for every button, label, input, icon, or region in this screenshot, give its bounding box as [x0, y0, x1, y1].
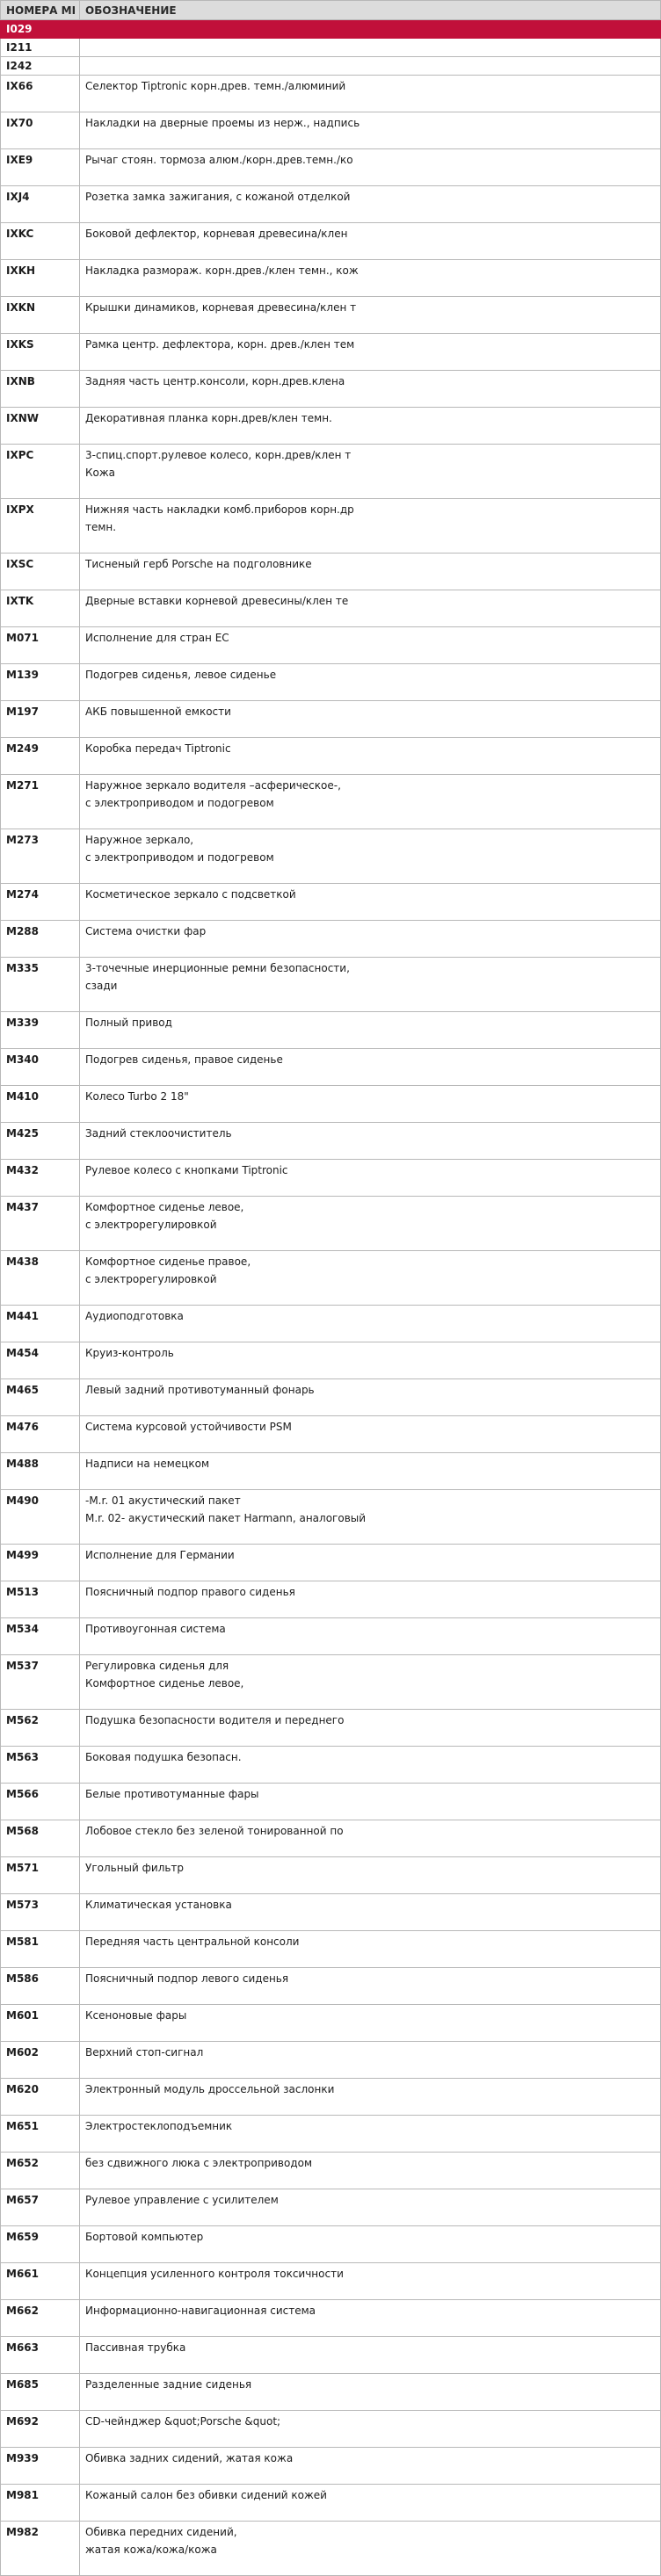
- option-code: M499: [1, 1545, 80, 1581]
- option-code: M662: [1, 2300, 80, 2337]
- option-description-line: Электронный модуль дроссельной заслонки: [85, 2083, 335, 2095]
- option-description: [80, 57, 661, 76]
- option-description: [80, 445, 661, 499]
- option-code: M197: [1, 701, 80, 738]
- table-row[interactable]: [1, 76, 661, 112]
- option-description: [80, 829, 661, 884]
- option-description-line: -M.r. 01 акустический пакет: [85, 1494, 241, 1507]
- option-description: [80, 590, 661, 627]
- option-description: [80, 1160, 661, 1197]
- option-description-line: Косметическое зеркало с подсветкой: [85, 888, 296, 901]
- option-code: M534: [1, 1618, 80, 1655]
- option-description: [80, 1747, 661, 1784]
- option-description: [80, 2042, 661, 2079]
- option-description: [80, 1086, 661, 1123]
- option-description-line: жатая кожа/кожа/кожа: [85, 2543, 217, 2556]
- option-description: [80, 371, 661, 408]
- option-description-line: Рычаг стоян. тормоза алюм./корн.древ.темн./ко: [85, 154, 353, 166]
- option-description-line: Комфортное сиденье левое,: [85, 1677, 244, 1690]
- table-row[interactable]: [1, 1342, 661, 1379]
- option-code: M425: [1, 1123, 80, 1160]
- option-description: [80, 186, 661, 223]
- option-description: [80, 701, 661, 738]
- table-row[interactable]: [1, 1251, 661, 1306]
- option-code: M581: [1, 1931, 80, 1968]
- option-code: M571: [1, 1857, 80, 1894]
- column-header-description: ОБОЗНАЧЕНИЕ: [80, 1, 661, 20]
- option-description-line: Рулевое управление с усилителем: [85, 2194, 279, 2206]
- table-row[interactable]: [1, 1618, 661, 1655]
- option-description: [80, 1123, 661, 1160]
- option-description-line: Подогрев сиденья, правое сиденье: [85, 1053, 283, 1066]
- option-description: [80, 2116, 661, 2153]
- table-row[interactable]: [1, 2116, 661, 2153]
- option-description: [80, 20, 661, 39]
- option-code: M566: [1, 1784, 80, 1820]
- option-description: [80, 627, 661, 664]
- option-description-line: Электростеклоподъемник: [85, 2120, 233, 2132]
- option-description-line: Ксеноновые фары: [85, 2009, 187, 2022]
- option-description: [80, 112, 661, 149]
- option-code: I242: [1, 57, 80, 76]
- table-row[interactable]: [1, 1820, 661, 1857]
- option-description: [80, 76, 661, 112]
- option-description: [80, 2411, 661, 2448]
- option-description: [80, 884, 661, 921]
- table-row[interactable]: [1, 884, 661, 921]
- option-code: M490: [1, 1490, 80, 1545]
- table-row[interactable]: [1, 2153, 661, 2189]
- table-row[interactable]: [1, 829, 661, 884]
- option-description: [80, 1931, 661, 1968]
- option-code: M513: [1, 1581, 80, 1618]
- option-code: IXKS: [1, 334, 80, 371]
- table-body: [1, 20, 661, 2576]
- option-code: M273: [1, 829, 80, 884]
- option-description: [80, 1618, 661, 1655]
- table-row[interactable]: [1, 1968, 661, 2005]
- option-description: [80, 2226, 661, 2263]
- option-description: [80, 1012, 661, 1049]
- table-row[interactable]: [1, 445, 661, 499]
- option-description: [80, 958, 661, 1012]
- table-row-selected[interactable]: [1, 20, 661, 39]
- option-description-line: Наружное зеркало водителя –асферическое-,: [85, 779, 341, 792]
- option-code: IXJ4: [1, 186, 80, 223]
- option-description-line: Лобовое стекло без зеленой тонированной по: [85, 1825, 344, 1837]
- table-row[interactable]: [1, 1453, 661, 1490]
- option-description-line: Накладка размораж. корн.древ./клен темн., кож: [85, 264, 359, 277]
- table-row[interactable]: [1, 2042, 661, 2079]
- option-description-line: Подушка безопасности водителя и переднего: [85, 1714, 345, 1726]
- option-description-line: Белые противотуманные фары: [85, 1788, 259, 1800]
- option-code: IXPC: [1, 445, 80, 499]
- option-description: [80, 1968, 661, 2005]
- option-description: [80, 1710, 661, 1747]
- table-row[interactable]: [1, 2411, 661, 2448]
- option-description-line: Аудиоподготовка: [85, 1310, 184, 1322]
- option-description-line: Задняя часть центр.консоли, корн.древ.клена: [85, 375, 345, 387]
- option-description-line: Крышки динамиков, корневая древесина/клен т: [85, 301, 357, 314]
- option-description-line: Разделенные задние сиденья: [85, 2378, 252, 2391]
- option-description-line: с электроприводом и подогревом: [85, 797, 274, 809]
- table-row[interactable]: [1, 112, 661, 149]
- table-row[interactable]: [1, 39, 661, 57]
- option-description-line: Регулировка сиденья для: [85, 1660, 229, 1672]
- option-code: M601: [1, 2005, 80, 2042]
- table-row[interactable]: [1, 1710, 661, 1747]
- table-row[interactable]: [1, 1655, 661, 1710]
- option-code: IXKC: [1, 223, 80, 260]
- option-code: IXTK: [1, 590, 80, 627]
- table-row[interactable]: [1, 921, 661, 958]
- option-code: M568: [1, 1820, 80, 1857]
- option-description-line: Колесо Turbo 2 18": [85, 1090, 189, 1103]
- table-row[interactable]: [1, 57, 661, 76]
- table-row[interactable]: [1, 1379, 661, 1416]
- option-description-line: Бортовой компьютер: [85, 2231, 204, 2243]
- option-code: IXPX: [1, 499, 80, 554]
- option-code: I029: [1, 20, 80, 39]
- option-code: M139: [1, 664, 80, 701]
- table-row[interactable]: [1, 2226, 661, 2263]
- option-code: M465: [1, 1379, 80, 1416]
- table-row[interactable]: [1, 2189, 661, 2226]
- option-description: [80, 921, 661, 958]
- table-row[interactable]: [1, 1857, 661, 1894]
- option-description: [80, 2005, 661, 2042]
- option-code: M602: [1, 2042, 80, 2079]
- option-code: M563: [1, 1747, 80, 1784]
- option-code: M692: [1, 2411, 80, 2448]
- option-description-line: Пассивная трубка: [85, 2341, 186, 2354]
- option-description-line: Нижняя часть накладки комб.приборов корн.др: [85, 503, 354, 516]
- table-row[interactable]: [1, 2337, 661, 2374]
- table-row[interactable]: [1, 958, 661, 1012]
- option-description: [80, 738, 661, 775]
- option-code: M661: [1, 2263, 80, 2300]
- option-description-line: Система очистки фар: [85, 925, 207, 937]
- option-code: M274: [1, 884, 80, 921]
- option-description: [80, 2374, 661, 2411]
- option-description: [80, 223, 661, 260]
- table-row[interactable]: [1, 2005, 661, 2042]
- table-header-row: [1, 1, 661, 20]
- table-row[interactable]: [1, 1490, 661, 1545]
- option-description-line: Противоугонная система: [85, 1623, 226, 1635]
- option-description-line: Задний стеклоочиститель: [85, 1127, 232, 1140]
- option-code: M476: [1, 1416, 80, 1453]
- option-code: M573: [1, 1894, 80, 1931]
- table-row[interactable]: [1, 2448, 661, 2485]
- option-description-line: Коробка передач Tiptronic: [85, 742, 231, 755]
- option-description-line: АКБ повышенной емкости: [85, 706, 231, 718]
- table-row[interactable]: [1, 371, 661, 408]
- table-row[interactable]: [1, 2485, 661, 2522]
- option-description: [80, 1416, 661, 1453]
- option-description: [80, 334, 661, 371]
- option-code: M982: [1, 2522, 80, 2576]
- option-description-line: с электрорегулировкой: [85, 1219, 217, 1231]
- option-description: [80, 2448, 661, 2485]
- option-description: [80, 775, 661, 829]
- column-header-code: НОМЕРА МI: [1, 1, 80, 20]
- option-description-line: Обивка передних сидений,: [85, 2526, 237, 2538]
- table-row[interactable]: [1, 2522, 661, 2576]
- option-description-line: с электроприводом и подогревом: [85, 851, 274, 864]
- option-description: [80, 1251, 661, 1306]
- option-description: [80, 260, 661, 297]
- option-code: IXSC: [1, 554, 80, 590]
- option-description-line: Угольный фильтр: [85, 1862, 185, 1874]
- option-description: [80, 1342, 661, 1379]
- option-description-line: сзади: [85, 980, 118, 992]
- option-description-line: Боковая подушка безопасн.: [85, 1751, 242, 1763]
- option-description-line: Поясничный подпор левого сиденья: [85, 1972, 289, 1985]
- option-description-line: Система курсовой устойчивости PSM: [85, 1421, 292, 1433]
- table-row[interactable]: [1, 186, 661, 223]
- option-description-line: Полный привод: [85, 1017, 172, 1029]
- option-description: [80, 1197, 661, 1251]
- option-description-line: Поясничный подпор правого сиденья: [85, 1586, 295, 1598]
- table-row[interactable]: [1, 775, 661, 829]
- option-code: M488: [1, 1453, 80, 1490]
- option-description: [80, 1306, 661, 1342]
- table-row[interactable]: [1, 1306, 661, 1342]
- option-code: M659: [1, 2226, 80, 2263]
- option-code: M410: [1, 1086, 80, 1123]
- table-row[interactable]: [1, 223, 661, 260]
- option-code: IXNW: [1, 408, 80, 445]
- option-code: M939: [1, 2448, 80, 2485]
- option-description: [80, 2337, 661, 2374]
- option-description: [80, 554, 661, 590]
- option-description-line: Концепция усиленного контроля токсичности: [85, 2268, 344, 2280]
- option-description-line: M.r. 02- акустический пакет Harmann, аналоговый: [85, 1512, 367, 1524]
- option-description-line: Боковой дефлектор, корневая древесина/клен: [85, 228, 348, 240]
- option-code: IXNB: [1, 371, 80, 408]
- option-description: [80, 39, 661, 57]
- table-row[interactable]: [1, 1049, 661, 1086]
- option-description-line: с электрорегулировкой: [85, 1273, 217, 1285]
- table-row[interactable]: [1, 738, 661, 775]
- option-code: M339: [1, 1012, 80, 1049]
- option-code: M071: [1, 627, 80, 664]
- option-code: IX70: [1, 112, 80, 149]
- option-description: [80, 1545, 661, 1581]
- option-code: M981: [1, 2485, 80, 2522]
- option-code: M454: [1, 1342, 80, 1379]
- option-code: M249: [1, 738, 80, 775]
- option-description: [80, 1379, 661, 1416]
- table-row[interactable]: [1, 1086, 661, 1123]
- option-code: M657: [1, 2189, 80, 2226]
- option-code: M685: [1, 2374, 80, 2411]
- table-row[interactable]: [1, 554, 661, 590]
- option-description-line: 3-точечные инерционные ремни безопасности,: [85, 962, 350, 974]
- option-description-line: Комфортное сиденье правое,: [85, 1255, 251, 1268]
- option-description: [80, 499, 661, 554]
- table-row[interactable]: [1, 2374, 661, 2411]
- option-description-line: Тисненый герб Porsche на подголовнике: [85, 558, 312, 570]
- table-row[interactable]: [1, 2263, 661, 2300]
- option-description-line: Розетка замка зажигания, с кожаной отделкой: [85, 191, 351, 203]
- table-row[interactable]: [1, 2300, 661, 2337]
- table-row[interactable]: [1, 1012, 661, 1049]
- option-description: [80, 2300, 661, 2337]
- table-row[interactable]: [1, 1931, 661, 1968]
- option-description: [80, 1655, 661, 1710]
- option-description-line: Обивка задних сидений, жатая кожа: [85, 2452, 294, 2464]
- table-row[interactable]: [1, 1894, 661, 1931]
- table-row[interactable]: [1, 499, 661, 554]
- option-description-line: CD-чейнджер &quot;Porsche &quot;: [85, 2415, 281, 2428]
- option-description-line: Исполнение для стран ЕС: [85, 632, 229, 644]
- option-description-line: Левый задний противотуманный фонарь: [85, 1384, 315, 1396]
- option-description-line: Надписи на немецком: [85, 1458, 210, 1470]
- option-code: IXKH: [1, 260, 80, 297]
- option-code: IXE9: [1, 149, 80, 186]
- option-description: [80, 1857, 661, 1894]
- option-description-line: Наружное зеркало,: [85, 834, 194, 846]
- table-row[interactable]: [1, 1545, 661, 1581]
- option-description: [80, 297, 661, 334]
- option-description-line: Кожаный салон без обивки сидений кожей: [85, 2489, 327, 2501]
- option-code: I211: [1, 39, 80, 57]
- table-row[interactable]: [1, 334, 661, 371]
- option-code: M271: [1, 775, 80, 829]
- option-description: [80, 408, 661, 445]
- table-row[interactable]: [1, 149, 661, 186]
- table-row[interactable]: [1, 408, 661, 445]
- option-description-line: Информационно-навигационная система: [85, 2305, 316, 2317]
- option-description: [80, 2079, 661, 2116]
- option-description-line: Исполнение для Германии: [85, 1549, 235, 1561]
- option-description-line: Накладки на дверные проемы из нерж., надпись: [85, 117, 360, 129]
- option-description-line: Кожа: [85, 467, 116, 479]
- option-code: M537: [1, 1655, 80, 1710]
- option-code: M562: [1, 1710, 80, 1747]
- option-description: [80, 2189, 661, 2226]
- option-code: M620: [1, 2079, 80, 2116]
- table-row[interactable]: [1, 664, 661, 701]
- option-description-line: Климатическая установка: [85, 1899, 232, 1911]
- table-row[interactable]: [1, 1197, 661, 1251]
- option-description-line: без сдвижного люка с электроприводом: [85, 2157, 313, 2169]
- option-description-line: Подогрев сиденья, левое сиденье: [85, 669, 277, 681]
- option-description: [80, 1581, 661, 1618]
- option-code: M652: [1, 2153, 80, 2189]
- option-description: [80, 2522, 661, 2576]
- option-description-line: темн.: [85, 521, 117, 533]
- option-description-line: Рулевое колесо с кнопками Tiptronic: [85, 1164, 288, 1176]
- option-code: M335: [1, 958, 80, 1012]
- option-code: M586: [1, 1968, 80, 2005]
- option-description-line: Комфортное сиденье левое,: [85, 1201, 244, 1213]
- option-description: [80, 2263, 661, 2300]
- table-row[interactable]: [1, 1123, 661, 1160]
- option-description-line: Декоративная планка корн.древ/клен темн.: [85, 412, 332, 424]
- option-description-line: Верхний стоп-сигнал: [85, 2046, 204, 2059]
- table-row[interactable]: [1, 1160, 661, 1197]
- option-description-line: 3-спиц.спорт.рулевое колесо, корн.древ/клен т: [85, 449, 352, 461]
- table-row[interactable]: [1, 1747, 661, 1784]
- option-description: [80, 1894, 661, 1931]
- option-description: [80, 664, 661, 701]
- option-description: [80, 149, 661, 186]
- table-row[interactable]: [1, 1784, 661, 1820]
- table-row[interactable]: [1, 701, 661, 738]
- option-description: [80, 1784, 661, 1820]
- option-description: [80, 2153, 661, 2189]
- option-description: [80, 1453, 661, 1490]
- option-code: M438: [1, 1251, 80, 1306]
- table-row[interactable]: [1, 590, 661, 627]
- table-row[interactable]: [1, 2079, 661, 2116]
- option-description: [80, 1820, 661, 1857]
- option-code: M651: [1, 2116, 80, 2153]
- table-row[interactable]: [1, 1581, 661, 1618]
- option-code: IXKN: [1, 297, 80, 334]
- table-row[interactable]: [1, 297, 661, 334]
- table-row[interactable]: [1, 627, 661, 664]
- option-code: M441: [1, 1306, 80, 1342]
- option-description-line: Передняя часть центральной консоли: [85, 1936, 300, 1948]
- option-description-line: Рамка центр. дефлектора, корн. древ./клен тем: [85, 338, 355, 351]
- option-code: M437: [1, 1197, 80, 1251]
- option-code: M340: [1, 1049, 80, 1086]
- option-description-line: Круиз-контроль: [85, 1347, 174, 1359]
- option-description-line: Селектор Tiptronic корн.древ. темн./алюминий: [85, 80, 346, 92]
- option-description: [80, 1049, 661, 1086]
- option-code: M432: [1, 1160, 80, 1197]
- option-code: M288: [1, 921, 80, 958]
- option-code: IX66: [1, 76, 80, 112]
- option-description: [80, 1490, 661, 1545]
- option-code: M663: [1, 2337, 80, 2374]
- table-row[interactable]: [1, 1416, 661, 1453]
- option-description-line: Дверные вставки корневой древесины/клен те: [85, 595, 349, 607]
- option-description: [80, 2485, 661, 2522]
- table-row[interactable]: [1, 260, 661, 297]
